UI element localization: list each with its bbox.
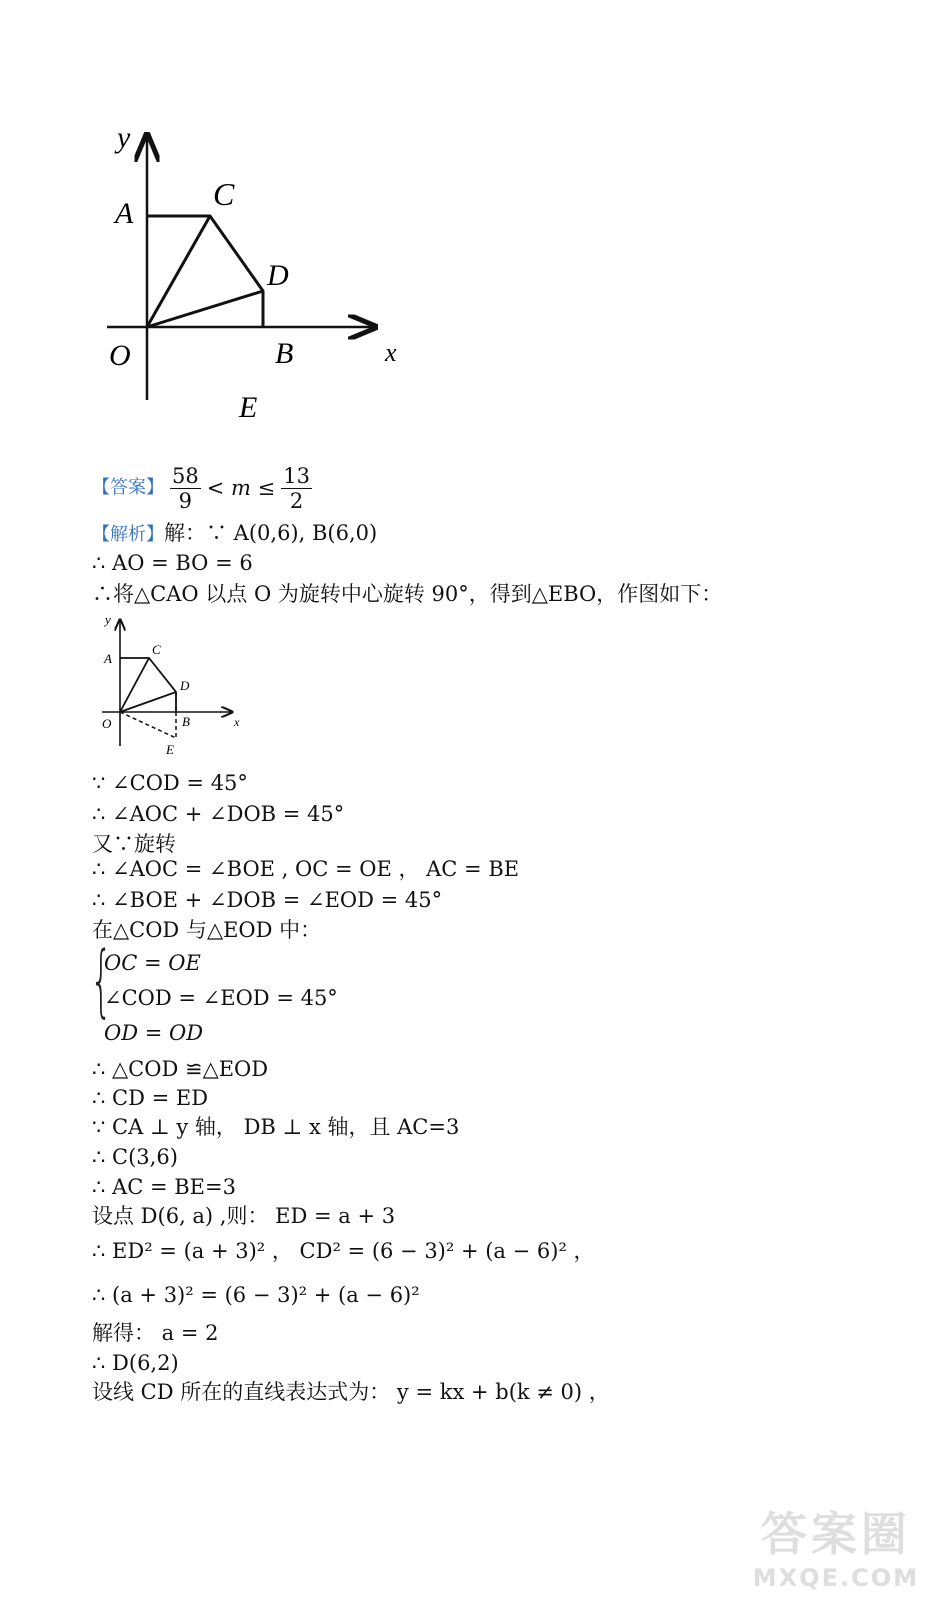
segment-oe-dashed	[120, 712, 176, 738]
equation-system-brace: {	[90, 936, 113, 1026]
analysis-line-17	[92, 1282, 420, 1308]
text-l1: 解：∵ A(0,6), B(6,0)	[164, 521, 378, 545]
text-l4: ∵ ∠COD = 45°	[92, 771, 248, 795]
analysis-line-5	[92, 801, 344, 827]
frac-numerator: 58	[172, 463, 199, 488]
system-line-3	[104, 1020, 203, 1046]
text-l9: 在△COD 与△EOD 中：	[92, 918, 322, 942]
analysis-line-19	[92, 1350, 179, 1376]
text-l11: ∴ CD = ED	[92, 1086, 209, 1110]
text-l6: 又∵旋转	[92, 832, 176, 856]
label-e: E	[166, 742, 174, 757]
figure-coordinate-diagram-2	[92, 608, 252, 758]
analysis-line-8	[92, 887, 442, 913]
watermark-text: 答案圈	[760, 1507, 911, 1561]
label-e: E	[239, 391, 258, 424]
label-o: O	[109, 339, 131, 372]
analysis-line-9	[92, 917, 321, 943]
frac-denominator: 2	[289, 488, 304, 513]
frac-denominator: 9	[178, 488, 193, 513]
watermark-logo	[753, 1498, 919, 1592]
text-s2: ∠COD = ∠EOD = 45°	[104, 986, 338, 1010]
analysis-line-1	[92, 520, 377, 548]
label-d: D	[180, 678, 190, 693]
answer-inequality: < m ≤	[206, 476, 276, 500]
text-l20: 设线 CD 所在的直线表达式为： y = kx + b(k ≠ 0) ，	[92, 1380, 610, 1404]
analysis-line-12	[92, 1114, 459, 1140]
text-l16: ∴ ED² = (a + 3)² ， CD² = (6 − 3)² + (a − 6)² ，	[92, 1239, 595, 1263]
fraction-13-2	[281, 464, 312, 513]
text-l17: ∴ (a + 3)² = (6 − 3)² + (a − 6)²	[92, 1283, 420, 1307]
text-l14: ∴ AC = BE=3	[92, 1175, 236, 1199]
text-l2: ∴ AO = BO = 6	[92, 551, 253, 575]
text-l8: ∴ ∠BOE + ∠DOB = ∠EOD = 45°	[92, 888, 443, 912]
text-l12: ∵ CA ⊥ y 轴， DB ⊥ x 轴，且 AC=3	[92, 1115, 460, 1139]
analysis-tag: 【解析】	[92, 524, 164, 545]
watermark-url: MXQE.COM	[752, 1564, 919, 1592]
analysis-line-14	[92, 1174, 236, 1200]
system-line-1	[104, 950, 201, 976]
analysis-line-20	[92, 1379, 610, 1405]
label-a: A	[104, 651, 112, 666]
text-l7: ∴ ∠AOC = ∠BOE , OC = OE ， AC = BE	[92, 857, 520, 881]
analysis-line-7	[92, 856, 519, 882]
system-line-2	[104, 985, 338, 1011]
analysis-line-16	[92, 1238, 595, 1264]
label-c: C	[213, 176, 235, 212]
answer-tag: 【答案】	[92, 477, 164, 498]
text-l3: ∴将△CAO 以点 O 为旋转中心旋转 90°，得到△EBO，作图如下：	[92, 582, 723, 606]
text-s1: OC = OE	[104, 951, 201, 975]
text-l10: ∴ △COD ≌△EOD	[92, 1057, 269, 1081]
answer-line	[92, 458, 314, 518]
text-l19: ∴ D(6,2)	[92, 1351, 179, 1375]
fraction-58-9	[170, 464, 201, 513]
label-y: y	[117, 121, 131, 154]
analysis-line-4	[92, 770, 248, 796]
analysis-line-13	[92, 1144, 178, 1170]
text-s3: OD = OD	[104, 1021, 204, 1045]
label-o: O	[102, 716, 112, 731]
label-c: C	[152, 642, 161, 657]
analysis-line-11	[92, 1085, 208, 1111]
text-l5: ∴ ∠AOC + ∠DOB = 45°	[92, 802, 345, 826]
label-b: B	[182, 714, 190, 729]
analysis-line-15	[92, 1203, 395, 1229]
analysis-line-3	[92, 581, 722, 607]
frac-numerator: 13	[283, 463, 310, 488]
analysis-line-2	[92, 550, 253, 576]
label-a: A	[115, 197, 134, 230]
text-l18: 解得： a = 2	[92, 1321, 219, 1345]
label-y: y	[105, 612, 111, 627]
label-b: B	[275, 337, 294, 370]
analysis-line-18	[92, 1320, 219, 1346]
label-x: x	[385, 338, 397, 367]
analysis-line-6	[92, 831, 176, 857]
label-d: D	[267, 259, 289, 292]
shape-a-c-d-b	[120, 658, 176, 712]
analysis-line-10	[92, 1056, 268, 1082]
label-x: x	[234, 715, 240, 729]
figure-coordinate-diagram-1	[95, 115, 425, 435]
text-l13: ∴ C(3,6)	[92, 1145, 178, 1169]
text-l15: 设点 D(6, a) ,则： ED = a + 3	[92, 1204, 396, 1228]
